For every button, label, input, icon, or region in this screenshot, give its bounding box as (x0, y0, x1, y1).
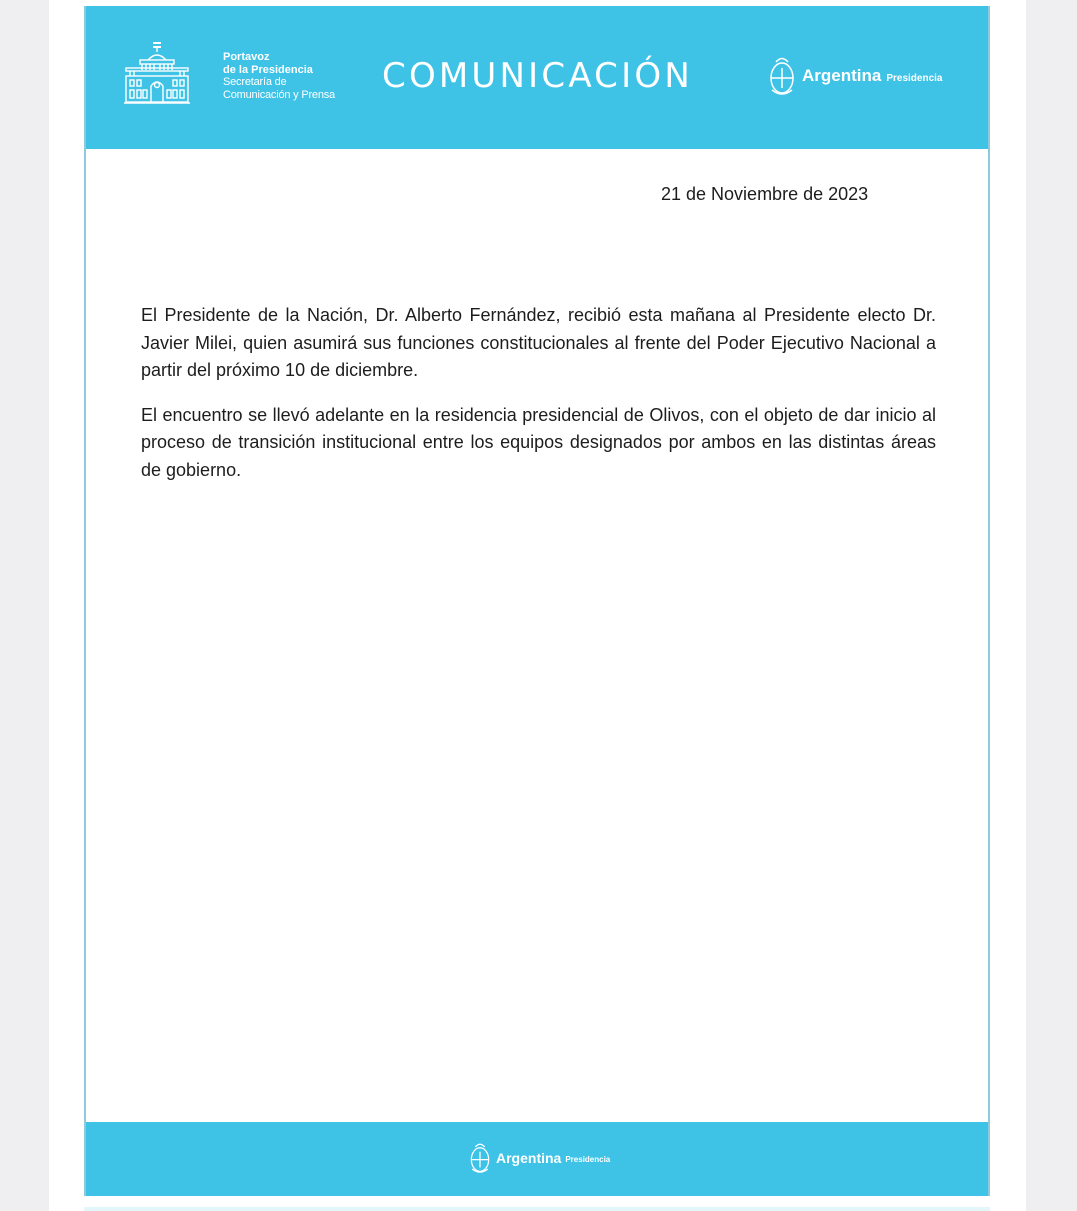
footer-argentina-presidencia-logo (469, 1140, 610, 1176)
header-band (86, 6, 988, 149)
logo-line-secretaria: Secretaría de (223, 76, 287, 88)
document-type-title: COMUNICACIÓN (382, 56, 693, 96)
logo-line-portavoz: Portavoz (223, 51, 270, 63)
national-coat-of-arms-icon (768, 54, 796, 98)
logo-line-comunicacion: Comunicación y Prensa (223, 88, 335, 101)
document-date: 21 de Noviembre de 2023 (661, 184, 869, 204)
casa-rosada-building-icon (124, 40, 190, 104)
document-body (141, 302, 936, 501)
body-paragraph-1: El Presidente de la Nación, Dr. Alberto Fernández, recibió esta mañana al Presidente electo Dr. Javier Milei, quien asumirá sus funciones constitucionales al frente del Poder Ejecutivo Nacional a partir del próximo 10 de diciembre. (141, 305, 936, 380)
next-page-edge (84, 1207, 990, 1211)
footer-logo-argentina-word: Argentina (496, 1150, 562, 1166)
body-paragraph-2: El encuentro se llevó adelante en la residencia presidencial de Olivos, con el objeto de dar inicio al proceso de transición institucional entre los equipos designados por ambos en las distintas áreas de gobierno. (141, 404, 936, 480)
national-coat-of-arms-icon (469, 1140, 491, 1176)
logo-presidencia-word: Presidencia (886, 72, 943, 84)
logo-line-presidencia: de la Presidencia (223, 63, 313, 76)
logo-argentina-word: Argentina (802, 66, 882, 85)
footer-band (86, 1122, 988, 1196)
portavoz-logo-text (223, 51, 335, 101)
argentina-presidencia-logo (768, 54, 943, 98)
press-release-page (84, 6, 990, 1196)
footer-logo-presidencia-word: Presidencia (565, 1155, 611, 1164)
